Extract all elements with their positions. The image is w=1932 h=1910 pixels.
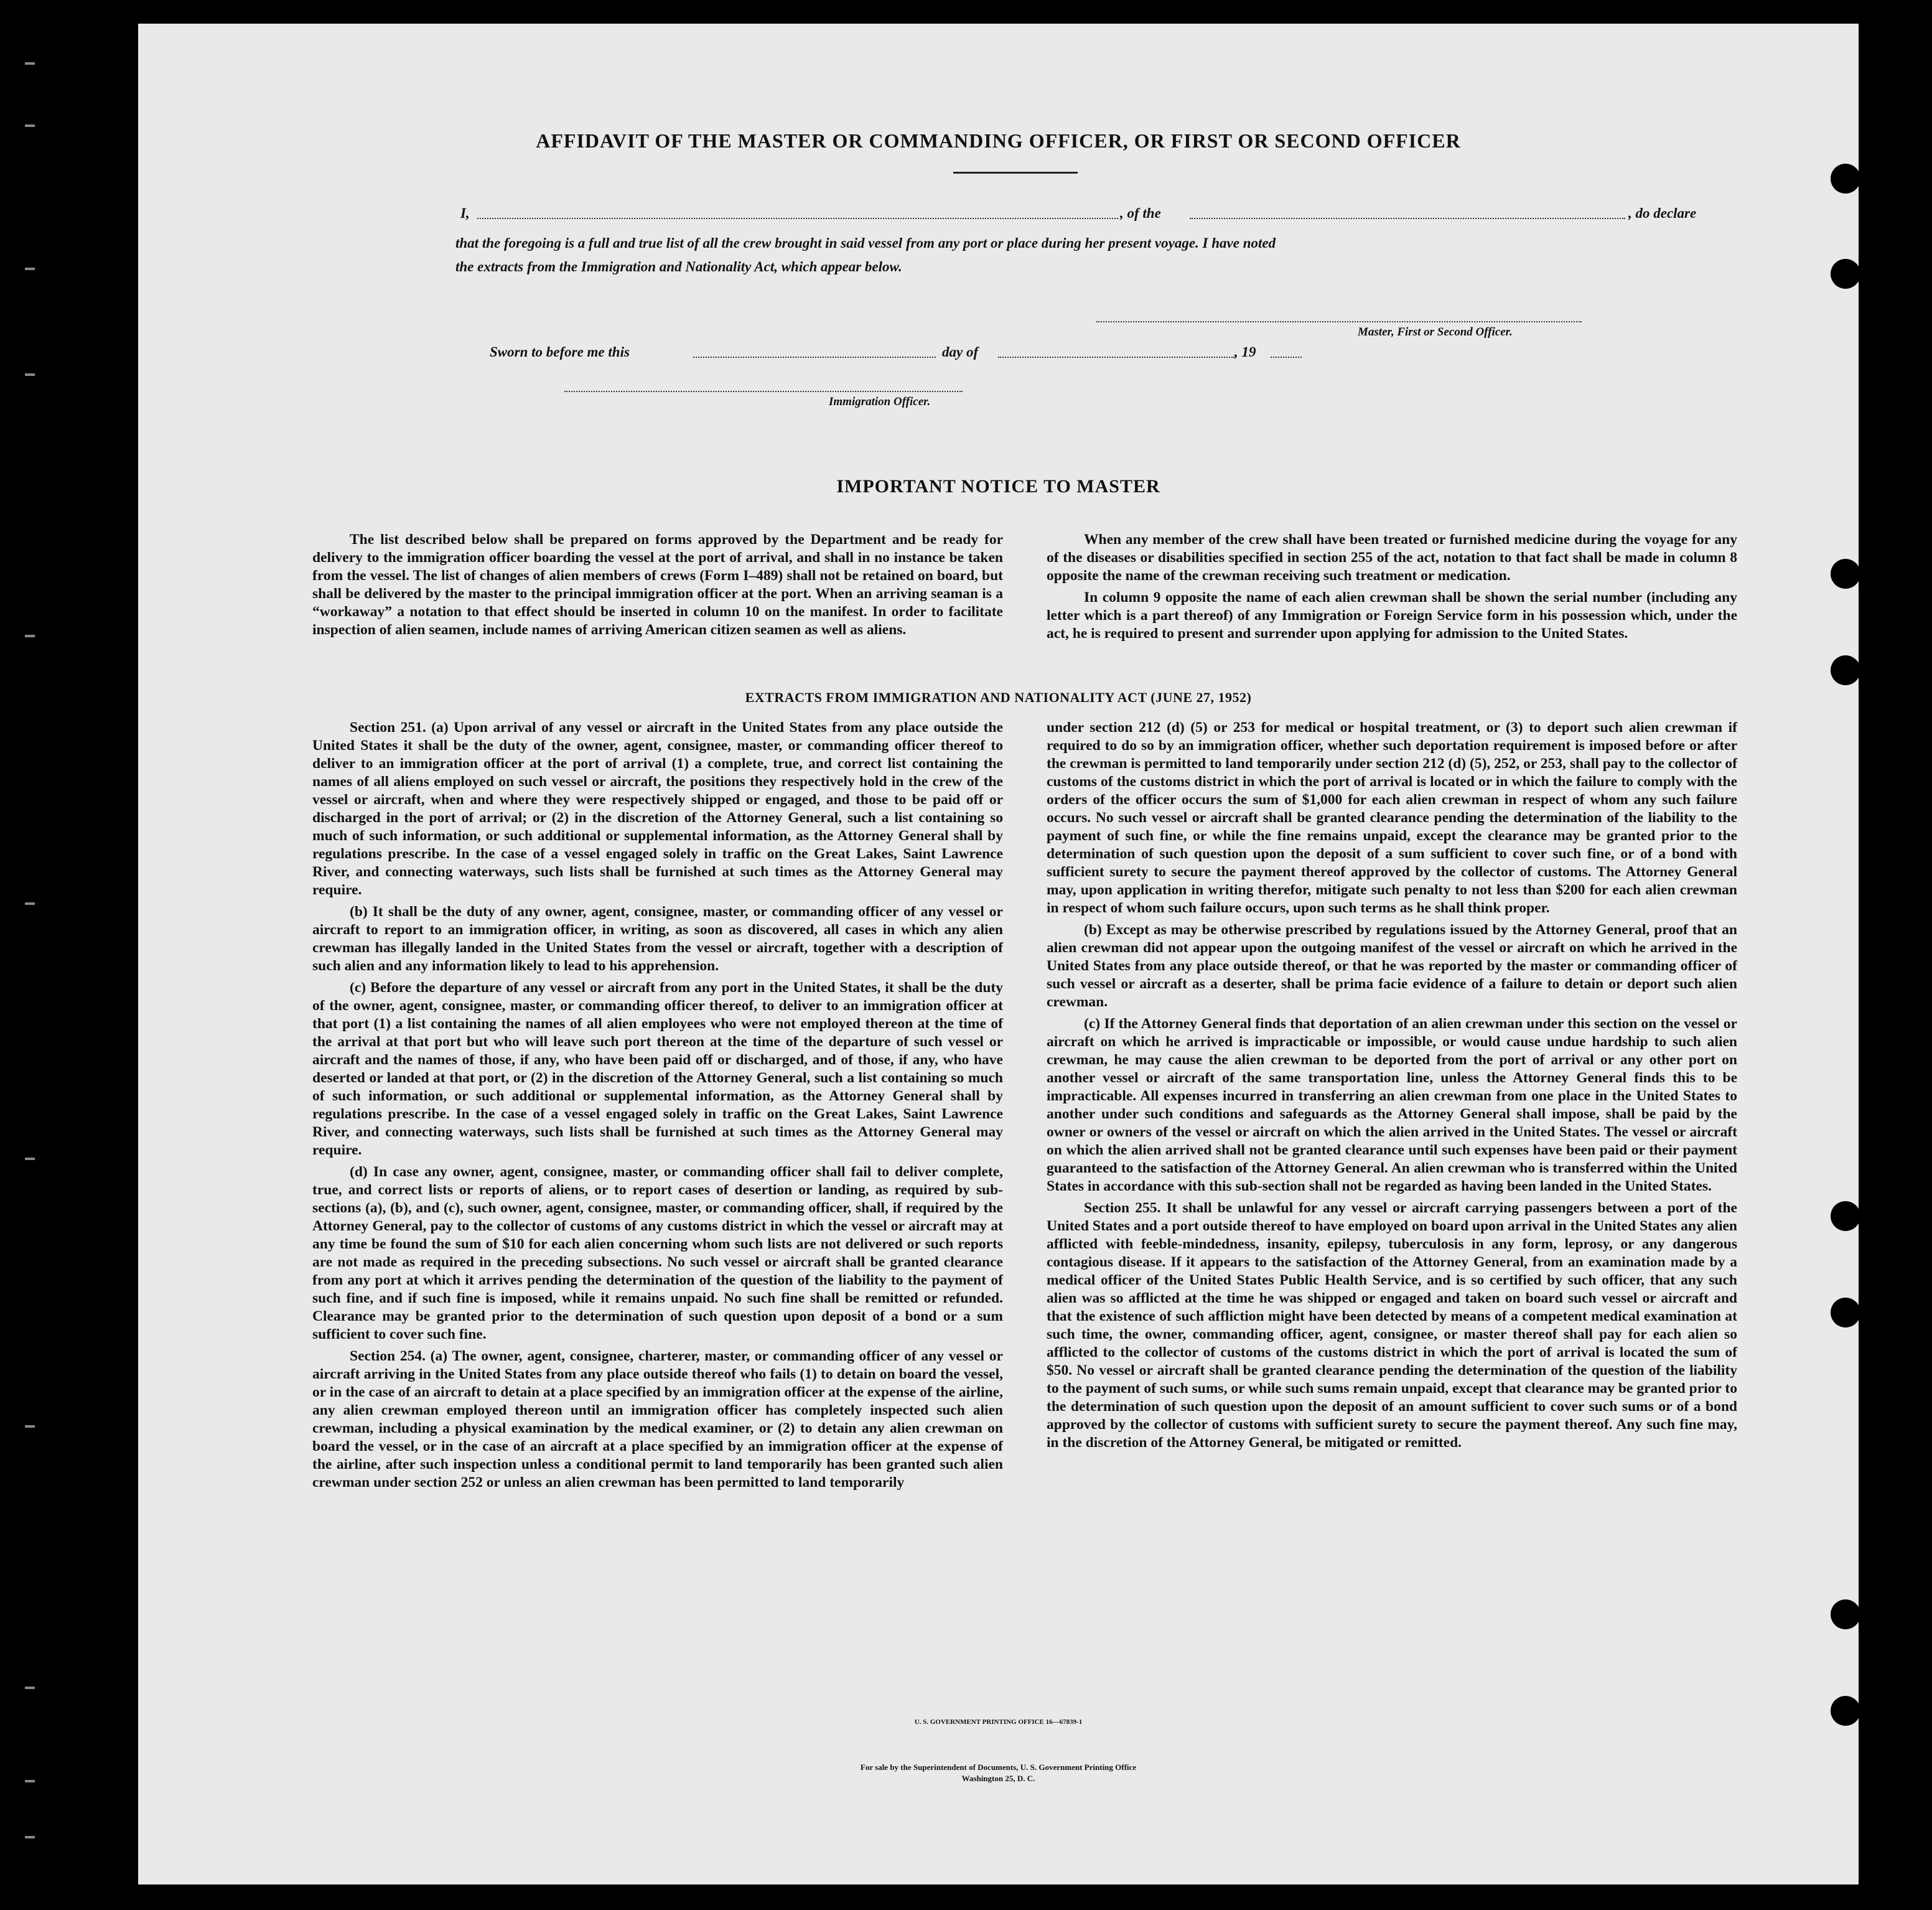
- extracts-right-column: [1047, 719, 1737, 1456]
- affiant-name-blank[interactable]: [477, 218, 1118, 219]
- binder-hole: [1831, 259, 1860, 289]
- extract-section-251b: (b) It shall be the duty of any owner, agent, consignee, master, or commanding officer of any vessel or aircraft to report to an immigration officer, in writing, as soon as discovered, all cases in which any alien crewman has illegally landed in the United States from the vessel or aircraft, together with a description of such alien and any information likely to lead to his apprehension.: [312, 904, 1003, 974]
- extract-section-254a-continued: under section 212 (d) (5) or 253 for medical or hospital treatment, or (3) to deport such alien crewman if required to do so by an immigration officer, whether such deportation requirement is imposed before or after the crewman is permitted to land temporarily under section 212 (d) (5), 252, or 253, shall pay to the collector of customs of the customs district in which the port of arrival is located or in which the failure to comply with the orders of the officer occurs the sum of $1,000 for each alien crewman in respect of whom any such failure occurs. No such vessel or aircraft shall be granted clearance pending the determination of the liability to the payment of such fine, or while the fine remains unpaid, except the clearance may be granted prior to the determination of such question upon the deposit of a sum sufficient to cover such fine, or of a bond with sufficient surety to secure the payment thereof approved by the collector of customs. The Attorney General may, upon application in writing therefor, mitigate such penalty to not less than $200 for each alien crewman in respect of whom such failure occurs, upon such terms as he shall think proper.: [1047, 719, 1737, 916]
- extract-section-251c: (c) Before the departure of any vessel or aircraft from any port in the United States, it shall be the duty of the owner, agent, consignee, master, or commanding officer thereof, to deliver to an immigration officer at that port (1) a list containing the names of all alien employees who were not employed thereon at the time of the arrival at that port but who will leave such port thereon at the time of the departure of such vessel or aircraft and the names of those, if any, who have been paid off or discharged, and of those, if any, who have deserted or landed at that port, or (2) in the discretion of the Attorney General, such a list containing so much of such information, or such additional or supplemental information, as the Attorney General shall by regulations prescribe. In the case of a vessel engaged solely in traffic on the Great Lakes, Saint Lawrence River, and connecting waterways, such lists shall be furnished at such times as the Attorney General may require.: [312, 980, 1003, 1158]
- film-edge-mark: [25, 373, 35, 376]
- sworn-label: Sworn to before me this: [490, 344, 630, 360]
- film-edge-mark: [25, 1687, 35, 1689]
- affidavit-line3: the extracts from the Immigration and Nationality Act, which appear below.: [455, 259, 902, 274]
- extract-section-254a: Section 254. (a) The owner, agent, consignee, charterer, master, or commanding officer of any vessel or aircraft arriving in the United States from any place outside thereof who fails (1) to detain on board the vessel, or in the case of an aircraft to detain at a place specified by an immigration officer at the expense of the airline, any alien crewman employed thereon until an immigration officer has completely inspected such alien crewman, including a physical examination by the medical examiner, or (2) to detain any alien crewman on board the vessel, or in the case of an aircraft at a place specified by an immigration officer at the expense of the airline, after such inspection unless a conditional permit to land temporarily has been granted such alien crewman under section 252 or unless an alien crewman has been permitted to land temporarily: [312, 1348, 1003, 1491]
- film-edge-mark: [25, 124, 35, 127]
- notice-right-column: [1047, 531, 1737, 647]
- film-edge-mark: [25, 1158, 35, 1160]
- binder-hole: [1831, 164, 1860, 194]
- sale-address: Washington 25, D. C.: [961, 1774, 1035, 1783]
- affidavit-line2: that the foregoing is a full and true list of all the crew brought in said vessel from any port or place during her present voyage. I have noted: [455, 235, 1276, 251]
- affidavit-declare: , do declare: [1628, 205, 1697, 221]
- affidavit-i: I,: [460, 205, 470, 221]
- affidavit-of-the: , of the: [1120, 205, 1161, 221]
- master-label: Master, First or Second Officer.: [1358, 325, 1513, 339]
- day-of-label: day of: [942, 344, 979, 360]
- binder-hole: [1831, 559, 1860, 589]
- extracts-left-column: [312, 719, 1003, 1496]
- extracts-title: EXTRACTS FROM IMMIGRATION AND NATIONALITY ACT (JUNE 27, 1952): [745, 690, 1252, 705]
- binder-hole: [1831, 1201, 1860, 1231]
- year-label: , 19: [1234, 344, 1256, 360]
- officer-signature-line[interactable]: [564, 391, 963, 392]
- sale-notice: For sale by the Superintendent of Documents, U. S. Government Printing Office: [860, 1763, 1137, 1772]
- film-edge-mark: [25, 62, 35, 65]
- extract-section-255: Section 255. It shall be unlawful for any vessel or aircraft carrying passengers between a port of the United States and a port outside thereof to have employed on board upon arrival in the United States any alien afflicted with feeble-mindedness, insanity, epilepsy, tuberculosis in any form, leprosy, or any dangerous contagious disease. If it appears to the satisfaction of the Attorney General, from an examination made by a medical officer of the United States Public Health Service, and is so certified by such officer, that any such alien was so afflicted at the time he was shipped or engaged and taken on board such vessel or aircraft and that the existence of such affliction might have been detected by means of a competent medical examination at such time, the owner, commanding officer, agent, consignee, or master thereof shall pay for each alien so afflicted to the collector of customs of the customs district in which the port of arrival is located the sum of $50. No vessel or aircraft shall be granted clearance pending the determination of the question of the liability to the payment of such sums, or while such sums remain unpaid, except that clearance may be granted prior to the determination of such question upon the deposit of an amount sufficient to cover such sums or of a bond approved by the collector of customs with sufficient surety to secure the payment thereof. Any such fine may, in the discretion of the Attorney General, be mitigated or remitted.: [1047, 1200, 1737, 1451]
- master-signature-line[interactable]: [1096, 321, 1582, 322]
- film-edge-mark: [25, 1425, 35, 1428]
- notice-title: IMPORTANT NOTICE TO MASTER: [836, 476, 1160, 497]
- film-edge-mark: [25, 1780, 35, 1782]
- extract-section-251d: (d) In case any owner, agent, consignee, master, or commanding officer shall fail to deliver complete, true, and correct lists or reports of aliens, or to report cases of desertion or landing, as required by sub-sections (a), (b), and (c), such owner, agent, consignee, master, or commanding officer, shall, if required by the Attorney General, pay to the collector of customs of any customs district in which the vessel or aircraft may at any time be found the sum of $10 for each alien concerning whom such lists are not delivered or such reports are not made as required in the preceding subsections. No such vessel or aircraft shall be granted clearance from any port at which it arrives pending the determination of the question of the liability to the payment of such fine, and if such fine is imposed, while it remains unpaid. No such fine shall be remitted or refunded. Clearance may be granted prior to the determination of such question upon deposit of a bond or a sum sufficient to cover such fine.: [312, 1164, 1003, 1342]
- notice-left-column: [312, 531, 1003, 643]
- notice-right-paragraph-1: When any member of the crew shall have been treated or furnished medicine during the voyage for any of the diseases or disabilities specified in section 255 of the act, notation to that fact shall be made in column 8 opposite the name of the crewman receiving such treatment or medication.: [1047, 531, 1737, 584]
- document-page: [138, 24, 1859, 1884]
- film-edge-mark: [25, 1836, 35, 1838]
- notice-right-paragraph-2: In column 9 opposite the name of each alien crewman shall be shown the serial number (including any letter which is a part thereof) of any Immigration or Foreign Service form in his possession which, under the act, he is required to present and surrender upon applying for admission to the United States.: [1047, 589, 1737, 642]
- extract-section-254c: (c) If the Attorney General finds that deportation of an alien crewman under this section on the vessel or aircraft on which he arrived is impracticable or impossible, or would cause undue hardship to such alien crewman, he may cause the alien crewman to be deported from the port of arrival or any other port on another vessel or aircraft of the same transportation line, unless the Attorney General finds this to be impracticable. All expenses incurred in transferring an alien crewman from one place in the United States to another under such conditions and safeguards as the Attorney General shall impose, shall be paid by the owner or owners of the vessel or aircraft on which the alien arrived in the United States. The vessel or aircraft on which the alien arrived shall not be granted clearance until such expenses have been paid or their payment guaranteed to the satisfaction of the Attorney General. An alien crewman who is transferred within the United States in accordance with this sub-section shall not be regarded as having been landed in the United States.: [1047, 1016, 1737, 1194]
- affidavit-title: AFFIDAVIT OF THE MASTER OR COMMANDING OFFICER, OR FIRST OR SECOND OFFICER: [536, 129, 1461, 152]
- sworn-year-blank[interactable]: [1271, 357, 1302, 358]
- film-edge-mark: [25, 268, 35, 270]
- notice-left-paragraph: The list described below shall be prepared on forms approved by the Department and be ready for delivery to the immigration officer boarding the vessel at the port of arrival, and shall in no instance be taken from the vessel. The list of changes of alien members of crews (Form I–489) shall not be retained on board, but shall be delivered by the master to the principal immigration officer at the port. When an arriving seaman is a “workaway” a notation to that effect should be inserted in column 10 on the manifest. In order to facilitate inspection of alien seamen, include names of arriving American citizen seamen as well as aliens.: [312, 531, 1003, 638]
- binder-hole: [1831, 655, 1860, 685]
- binder-hole: [1831, 1298, 1860, 1327]
- binder-hole: [1831, 1696, 1860, 1726]
- extract-section-251a: Section 251. (a) Upon arrival of any vessel or aircraft in the United States from any place outside the United States it shall be the duty of the owner, agent, consignee, master, or commanding officer thereof to deliver to an immigration officer at the port of arrival (1) a complete, true, and correct list containing the names of all aliens employed on such vessel or aircraft, the positions they respectively hold in the crew of the vessel or aircraft, when and where they were respectively shipped or engaged, and those to be paid off or discharged in the port of arrival; or (2) in the discretion of the Attorney General, such a list containing so much of such information, or such additional or supplemental information, as the Attorney General shall by regulations prescribe. In the case of a vessel engaged solely in traffic on the Great Lakes, Saint Lawrence River, and connecting waterways, such lists shall be furnished at such times as the Attorney General may require.: [312, 719, 1003, 898]
- film-edge-mark: [25, 902, 35, 905]
- printer-imprint: U. S. GOVERNMENT PRINTING OFFICE 16—67839-1: [914, 1718, 1083, 1726]
- vessel-name-blank[interactable]: [1190, 218, 1625, 219]
- title-underline: [953, 172, 1078, 174]
- sworn-day-blank[interactable]: [693, 357, 936, 358]
- sworn-month-blank[interactable]: [998, 357, 1234, 358]
- binder-hole: [1831, 1599, 1860, 1629]
- extract-section-254b: (b) Except as may be otherwise prescribed by regulations issued by the Attorney General, proof that an alien crewman did not appear upon the outgoing manifest of the vessel or aircraft on which he arrived in the United States from any place outside thereof, or that he was reported by the master or commanding officer of such vessel or aircraft as a deserter, shall be prima facie evidence of a failure to detain or deport such alien crewman.: [1047, 922, 1737, 1010]
- officer-label: Immigration Officer.: [829, 395, 931, 408]
- film-edge-mark: [25, 635, 35, 637]
